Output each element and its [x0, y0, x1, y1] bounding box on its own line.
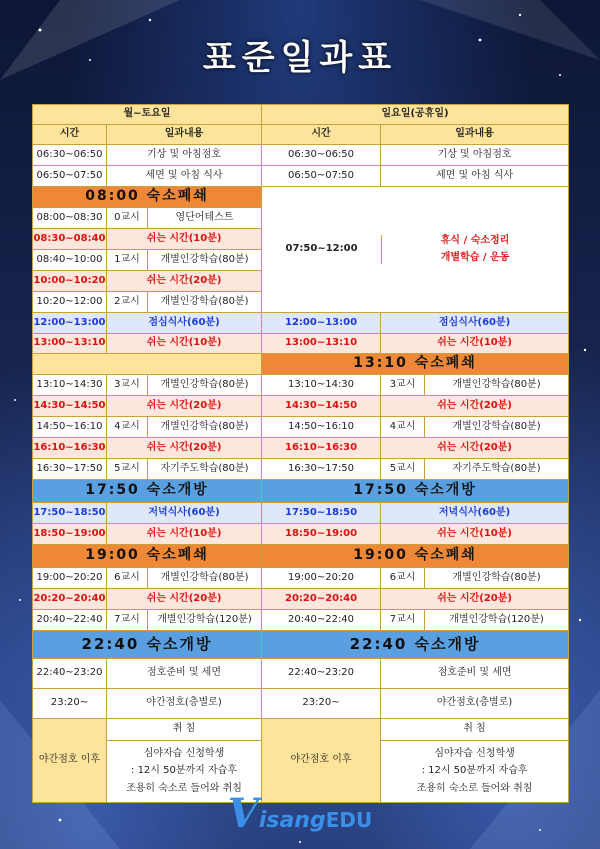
period-label: 6교시	[381, 568, 425, 589]
activity-cell: 개별인강학습(80분)	[148, 292, 262, 313]
time-cell: 18:50~19:00	[33, 524, 107, 545]
time-cell: 06:30~06:50	[262, 145, 381, 166]
activity-cell: 자기주도학습(80분)	[425, 459, 569, 480]
time-col-header: 시간	[33, 125, 107, 145]
period-label: 3교시	[107, 375, 148, 396]
table-row	[33, 610, 569, 631]
period-label: 6교시	[107, 568, 148, 589]
time-cell: 16:10~16:30	[262, 438, 381, 459]
table-row	[33, 689, 569, 719]
dorm-closed-banner: 19:00 숙소폐쇄	[262, 545, 569, 568]
break-cell: 쉬는 시간(10분)	[381, 524, 569, 545]
activity-cell: 개별인강학습(80분)	[148, 417, 262, 438]
break-cell: 쉬는 시간(20분)	[381, 438, 569, 459]
time-cell: 20:20~20:40	[262, 589, 381, 610]
time-cell: 14:50~16:10	[33, 417, 107, 438]
break-cell: 쉬는 시간(10분)	[381, 334, 569, 354]
table-row	[33, 503, 569, 524]
time-cell: 08:40~10:00	[33, 250, 107, 271]
period-label: 5교시	[381, 459, 425, 480]
table-row	[33, 719, 569, 741]
time-cell: 12:00~13:00	[33, 313, 107, 334]
time-cell: 22:40~23:20	[33, 659, 107, 689]
table-row	[33, 417, 569, 438]
dorm-open-banner: 22:40 숙소개방	[33, 631, 262, 659]
break-cell: 쉬는 시간(20분)	[107, 589, 262, 610]
time-cell: 08:30~08:40	[33, 229, 107, 250]
time-cell: 10:00~10:20	[33, 271, 107, 292]
after-rollcall-label: 야간점호 이후	[262, 719, 381, 803]
table-row	[33, 145, 569, 166]
time-cell: 16:10~16:30	[33, 438, 107, 459]
logo-edu: EDU	[325, 808, 373, 832]
dorm-closed-banner: 08:00 숙소폐쇄	[33, 187, 262, 208]
break-cell: 쉬는 시간(20분)	[107, 396, 262, 417]
sunday-morning-activity	[381, 235, 568, 264]
activity-cell: 개별인강학습(120분)	[425, 610, 569, 631]
time-cell: 17:50~18:50	[33, 503, 107, 524]
activity-cell: 취 침	[381, 719, 569, 741]
late-study-line: 조용히 숙소로 들어와 취침	[126, 782, 242, 794]
time-cell: 20:40~22:40	[33, 610, 107, 631]
content-col-header: 일과내용	[107, 125, 262, 145]
table-row	[33, 187, 569, 208]
activity-cell: 기상 및 아침점호	[107, 145, 262, 166]
break-cell: 쉬는 시간(10분)	[107, 334, 262, 354]
meal-cell: 점심식사(60분)	[107, 313, 262, 334]
late-study-line: : 12시 50분까지 자습후	[131, 765, 237, 777]
break-cell: 쉬는 시간(20분)	[381, 396, 569, 417]
late-study-line: 조용히 숙소로 들어와 취침	[416, 782, 533, 794]
table-row	[33, 659, 569, 689]
late-study-line: 심야자습 신청학생	[143, 747, 225, 759]
table-row	[33, 375, 569, 396]
table-row	[33, 334, 569, 354]
spacer-cell	[33, 354, 262, 375]
time-cell: 13:00~13:10	[262, 334, 381, 354]
late-study-line: : 12시 50분까지 자습후	[421, 765, 528, 777]
time-cell: 13:00~13:10	[33, 334, 107, 354]
break-cell: 쉬는 시간(10분)	[107, 229, 262, 250]
activity-cell: 야간점호(층별로)	[107, 689, 262, 719]
time-cell: 22:40~23:20	[262, 659, 381, 689]
time-cell: 06:30~06:50	[33, 145, 107, 166]
table-row	[33, 166, 569, 187]
time-cell: 14:50~16:10	[262, 417, 381, 438]
table-row	[33, 568, 569, 589]
schedule-table	[32, 104, 569, 803]
period-label: 4교시	[381, 417, 425, 438]
dorm-open-banner: 17:50 숙소개방	[262, 480, 569, 503]
break-cell: 쉬는 시간(10분)	[107, 524, 262, 545]
time-col-header: 시간	[262, 125, 381, 145]
table-row	[33, 524, 569, 545]
break-cell: 쉬는 시간(20분)	[107, 271, 262, 292]
sunday-header: 일요일(공휴일)	[262, 105, 569, 125]
meal-cell: 점심식사(60분)	[381, 313, 569, 334]
activity-cell: 점호준비 및 세면	[381, 659, 569, 689]
sunday-morning-cell	[262, 187, 569, 313]
table-row	[33, 396, 569, 417]
activity-cell: 개별인강학습(80분)	[148, 250, 262, 271]
time-cell: 20:20~20:40	[33, 589, 107, 610]
activity-line: 휴식 / 숙소정리	[440, 235, 510, 246]
dorm-open-banner: 22:40 숙소개방	[262, 631, 569, 659]
table-row	[33, 631, 569, 659]
time-cell: 19:00~20:20	[33, 568, 107, 589]
period-label: 4교시	[107, 417, 148, 438]
table-row	[33, 354, 569, 375]
time-cell: 13:10~14:30	[33, 375, 107, 396]
dorm-open-banner: 17:50 숙소개방	[33, 480, 262, 503]
period-label: 0교시	[107, 208, 148, 229]
weekday-header: 월~토요일	[33, 105, 262, 125]
table-row	[33, 438, 569, 459]
time-cell: 20:40~22:40	[262, 610, 381, 631]
period-label: 5교시	[107, 459, 148, 480]
time-cell: 10:20~12:00	[33, 292, 107, 313]
time-cell: 23:20~	[262, 689, 381, 719]
logo-isang: isang	[258, 808, 326, 833]
break-cell: 쉬는 시간(20분)	[107, 438, 262, 459]
meal-cell: 저녁식사(60분)	[381, 503, 569, 524]
activity-cell: 취 침	[107, 719, 262, 741]
activity-cell: 개별인강학습(80분)	[148, 375, 262, 396]
activity-cell: 자기주도학습(80분)	[148, 459, 262, 480]
time-cell: 08:00~08:30	[33, 208, 107, 229]
table-row	[33, 313, 569, 334]
table-row	[33, 480, 569, 503]
time-cell: 17:50~18:50	[262, 503, 381, 524]
activity-cell: 개별인강학습(80분)	[425, 568, 569, 589]
time-cell: 14:30~14:50	[262, 396, 381, 417]
dorm-closed-banner: 19:00 숙소폐쇄	[33, 545, 262, 568]
subheader-row	[33, 125, 569, 145]
activity-cell: 세면 및 아침 식사	[381, 166, 569, 187]
time-cell: 16:30~17:50	[262, 459, 381, 480]
activity-cell: 개별인강학습(80분)	[425, 375, 569, 396]
period-label: 1교시	[107, 250, 148, 271]
activity-cell: 점호준비 및 세면	[107, 659, 262, 689]
time-cell: 14:30~14:50	[33, 396, 107, 417]
activity-cell: 기상 및 아침점호	[381, 145, 569, 166]
activity-cell: 영단어테스트	[148, 208, 262, 229]
table-row	[33, 459, 569, 480]
period-label: 3교시	[381, 375, 425, 396]
period-label: 2교시	[107, 292, 148, 313]
activity-cell: 개별인강학습(80분)	[425, 417, 569, 438]
activity-cell: 개별인강학습(80분)	[148, 568, 262, 589]
visang-edu-logo	[0, 790, 600, 837]
dorm-closed-banner: 13:10 숙소폐쇄	[262, 354, 569, 375]
time-cell: 13:10~14:30	[262, 375, 381, 396]
late-study-line: 심야자습 신청학생	[434, 747, 515, 759]
table-row	[33, 545, 569, 568]
time-cell: 06:50~07:50	[262, 166, 381, 187]
table-row	[33, 589, 569, 610]
header-row	[33, 105, 569, 125]
activity-cell: 야간점호(층별로)	[381, 689, 569, 719]
time-cell: 06:50~07:50	[33, 166, 107, 187]
activity-cell: 세면 및 아침 식사	[107, 166, 262, 187]
time-cell: 19:00~20:20	[262, 568, 381, 589]
activity-cell: 개별인강학습(120분)	[148, 610, 262, 631]
break-cell: 쉬는 시간(20분)	[381, 589, 569, 610]
after-rollcall-label: 야간점호 이후	[33, 719, 107, 803]
period-label: 7교시	[107, 610, 148, 631]
activity-line: 개별학습 / 운동	[440, 251, 510, 263]
time-cell: 12:00~13:00	[262, 313, 381, 334]
time-cell: 23:20~	[33, 689, 107, 719]
time-cell: 07:50~12:00	[285, 243, 358, 255]
time-cell: 18:50~19:00	[262, 524, 381, 545]
content-col-header: 일과내용	[381, 125, 569, 145]
logo-v: V	[227, 790, 259, 837]
page-title: 표준일과표	[202, 38, 398, 78]
meal-cell: 저녁식사(60분)	[107, 503, 262, 524]
period-label: 7교시	[381, 610, 425, 631]
time-cell: 16:30~17:50	[33, 459, 107, 480]
